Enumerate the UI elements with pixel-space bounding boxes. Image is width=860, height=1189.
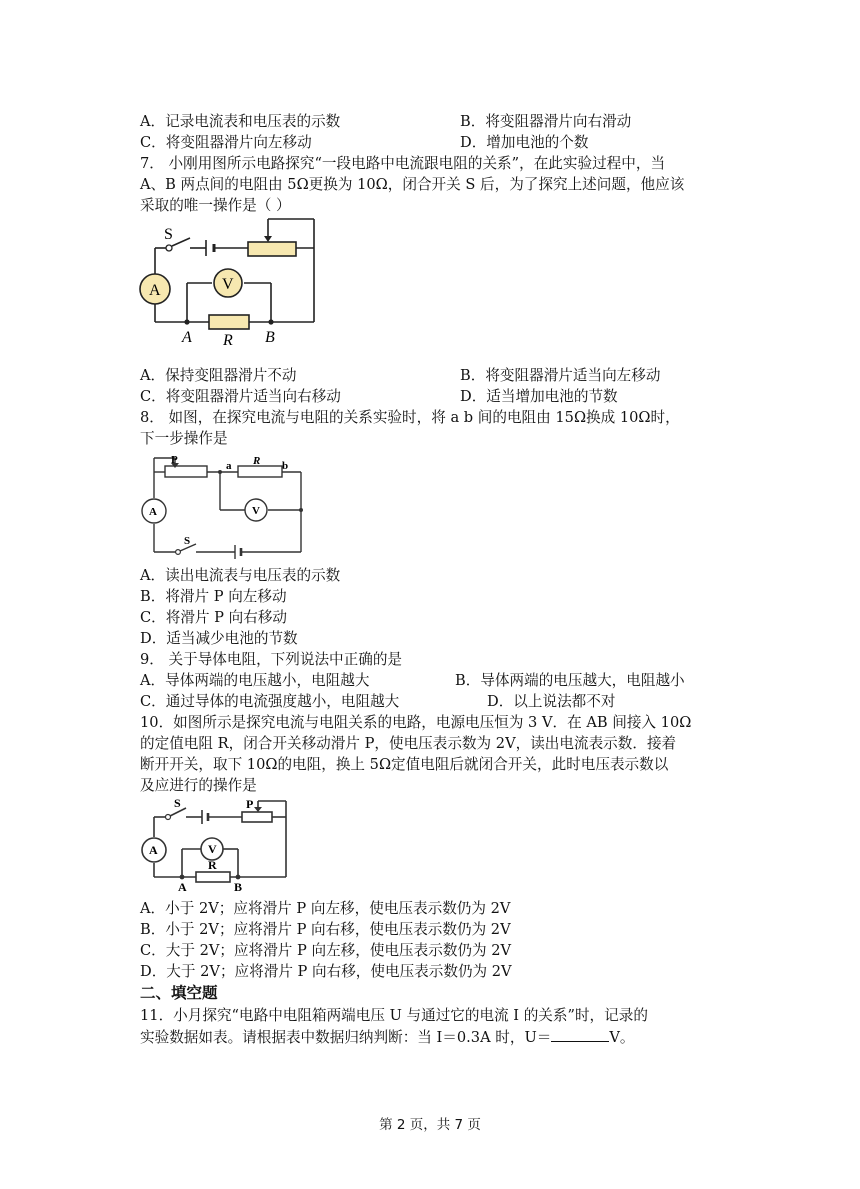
q8-option-d: D．适当减少电池的节数 <box>140 630 298 647</box>
q9-option-d: D．以上说法都不对 <box>487 693 616 710</box>
q7-label-r: R <box>223 332 233 348</box>
q10-label-r: R <box>208 858 217 872</box>
q6-option-a: A．记录电流表和电压表的示数 <box>140 113 341 130</box>
q11-stem-line-2-text: 实验数据如表。请根据表中数据归纳判断：当 I＝0.3A 时，U＝ <box>140 1029 552 1046</box>
q10-label-point-b: B <box>234 880 243 893</box>
q10-stem-line-2: 的定值电阻 R，闭合开关移动滑片 P，使电压表示数为 2V，读出电流表示数．接着 <box>140 735 677 752</box>
q9-option-b: B．导体两端的电压越大，电阻越小 <box>455 672 685 689</box>
q7-label-s: S <box>164 226 173 243</box>
q8-label-r: R <box>253 455 261 467</box>
q7-stem-line-3: 采取的唯一操作是（ ） <box>140 197 291 214</box>
q7-option-a: A．保持变阻器滑片不动 <box>140 367 297 384</box>
q11-stem-line-1: 11．小月探究“电路中电阻箱两端电压 U 与通过它的电流 I 的关系”时，记录的 <box>140 1007 648 1024</box>
q8-label-ammeter: A <box>149 506 157 518</box>
q10-option-b: B．小于 2V；应将滑片 P 向右移，使电压表示数仍为 2V <box>140 921 511 938</box>
q8-stem-line-2: 下一步操作是 <box>140 430 228 447</box>
q7-label-point-b: B <box>265 329 275 346</box>
q8-label-p: P <box>171 454 178 466</box>
q8-label-voltmeter: V <box>252 505 260 517</box>
q11-unit: V。 <box>609 1029 635 1046</box>
q8-label-a: a <box>226 460 232 472</box>
q6-option-d: D．增加电池的个数 <box>460 134 589 151</box>
q8-option-a: A．读出电流表与电压表的示数 <box>140 567 341 584</box>
q10-label-point-a: A <box>178 880 187 893</box>
q11-stem-line-2 <box>140 1027 634 1048</box>
q8-stem-line-1: 8． 如图，在探究电流与电阻的关系实验时，将 a b 间的电阻由 15Ω换成 10Ω时， <box>140 409 680 426</box>
q8-option-b: B．将滑片 P 向左移动 <box>140 588 287 605</box>
q10-label-ammeter: A <box>149 843 158 857</box>
q7-circuit-diagram <box>138 216 328 348</box>
q10-label-s: S <box>174 797 181 810</box>
q10-label-p: P <box>246 797 254 811</box>
q6-option-b: B．将变阻器滑片向右滑动 <box>460 113 632 130</box>
q8-option-c: C．将滑片 P 向右移动 <box>140 609 288 626</box>
q7-option-d: D．适当增加电池的节数 <box>460 388 618 405</box>
q7-label-point-a: A <box>182 329 192 346</box>
q7-label-ammeter: A <box>149 282 161 299</box>
page-footer: 第 2 页，共 7 页 <box>379 1117 481 1133</box>
q6-option-c: C．将变阻器滑片向左移动 <box>140 134 312 151</box>
q7-stem-line-2: A、B 两点间的电阻由 5Ω更换为 10Ω，闭合开关 S 后，为了探究上述问题，他应该 <box>140 176 685 193</box>
q10-stem-line-4: 及应进行的操作是 <box>140 777 257 794</box>
q9-stem: 9． 关于导体电阻，下列说法中正确的是 <box>140 651 403 668</box>
q8-label-b: b <box>282 460 289 472</box>
q11-answer-blank[interactable] <box>551 1027 609 1042</box>
q7-option-c: C．将变阻器滑片适当向右移动 <box>140 388 341 405</box>
q9-option-a: A．导体两端的电压越小，电阻越大 <box>140 672 370 689</box>
q10-circuit-diagram <box>138 797 290 893</box>
q10-stem-line-1: 10．如图所示是探究电流与电阻关系的电路，电源电压恒为 3 V．在 AB 间接入 10Ω <box>140 714 692 731</box>
section-heading-fill-in: 二、填空题 <box>140 984 218 1002</box>
q10-stem-line-3: 断开开关，取下 10Ω的电阻，换上 5Ω定值电阻后就闭合开关，此时电压表示数以 <box>140 756 669 773</box>
q7-label-voltmeter: V <box>222 276 234 293</box>
q10-option-a: A．小于 2V；应将滑片 P 向左移，使电压表示数仍为 2V <box>140 900 511 917</box>
q10-option-d: D．大于 2V；应将滑片 P 向右移，使电压表示数仍为 2V <box>140 963 512 980</box>
q10-label-voltmeter: V <box>208 842 217 856</box>
q8-circuit-diagram <box>138 452 308 560</box>
q7-stem-line-1: 7． 小刚用图所示电路探究“一段电路中电流跟电阻的关系”，在此实验过程中，当 <box>140 155 666 172</box>
q8-label-s: S <box>184 535 191 547</box>
q9-option-c: C．通过导体的电流强度越小，电阻越大 <box>140 693 400 710</box>
q10-option-c: C．大于 2V；应将滑片 P 向左移，使电压表示数仍为 2V <box>140 942 512 959</box>
q7-option-b: B．将变阻器滑片适当向左移动 <box>460 367 661 384</box>
